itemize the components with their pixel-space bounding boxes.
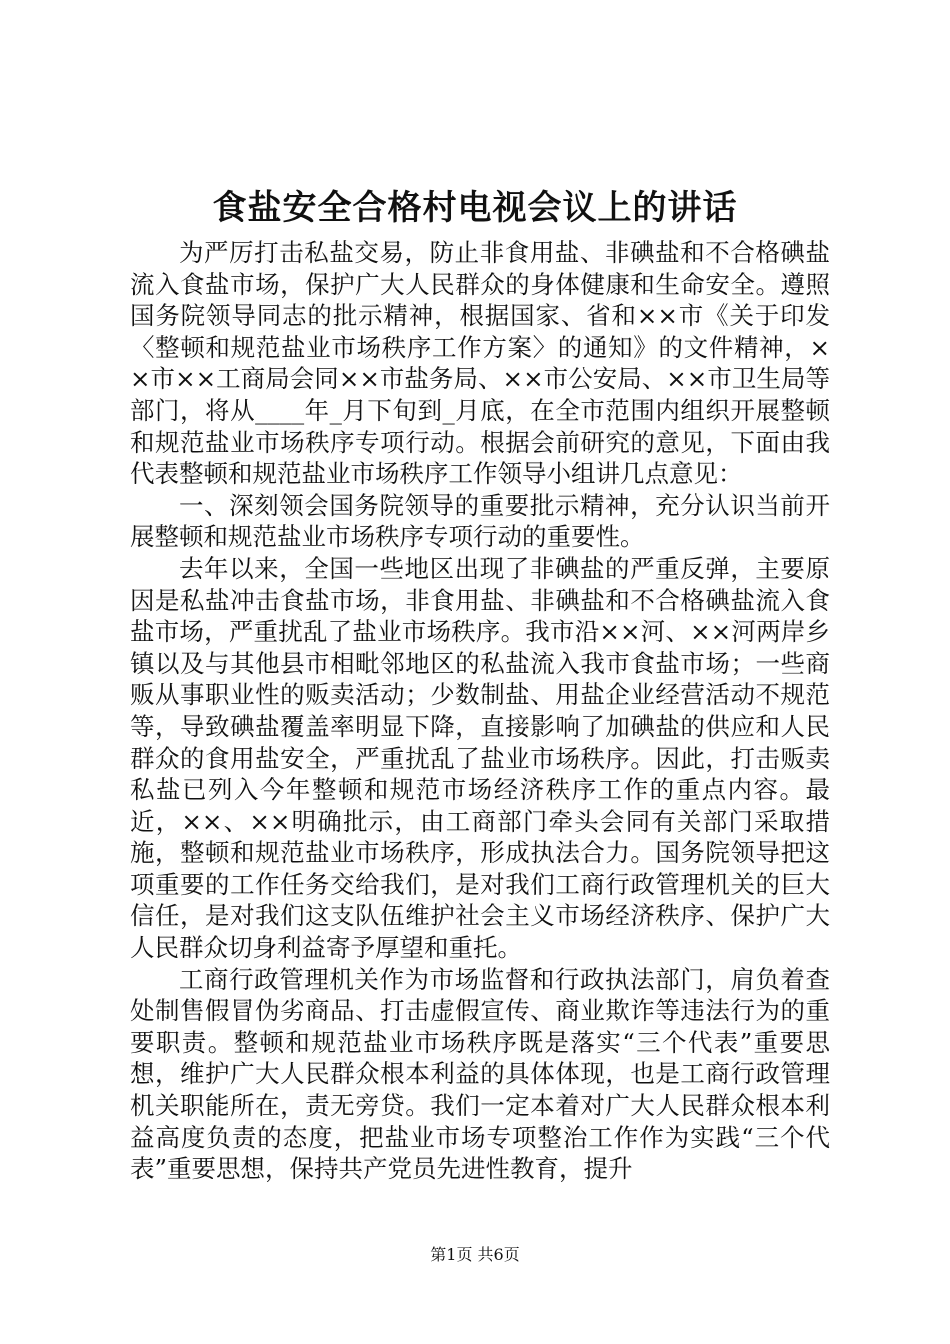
page-footer: 第1页 共6页 [430,1245,520,1264]
document-title: 食盐安全合格村电视会议上的讲话 [212,188,738,228]
document-body [130,237,830,1185]
paragraph-background: 去年以来，全国一些地区出现了非碘盐的严重反弹，主要原因是私盐冲击食盐市场，非食用盐、非碘盐和不合格碘盐流入食盐市场，严重扰乱了盐业市场秩序。我市沿××河、××河两岸乡镇以及与其他县市相毗邻地区的私盐流入我市食盐市场；一些商贩从事职业性的贩卖活动；少数制盐、用盐企业经营活动不规范等，导致碘盐覆盖率明显下降，直接影响了加碘盐的供应和人民群众的食用盐安全，严重扰乱了盐业市场秩序。因此，打击贩卖私盐已列入今年整顿和规范市场经济秩序工作的重点内容。最近，××、××明确批示，由工商部门牵头会同有关部门采取措施，整顿和规范盐业市场秩序，形成执法合力。国务院领导把这项重要的工作任务交给我们，是对我们工商行政管理机关的巨大信任，是对我们这支队伍维护社会主义市场经济秩序、保护广大人民群众切身利益寄予厚望和重托。 [130,553,830,963]
paragraph-intro: 为严厉打击私盐交易，防止非食用盐、非碘盐和不合格碘盐流入食盐市场，保护广大人民群众的身体健康和生命安全。遵照国务院领导同志的批示精神，根据国家、省和××市《关于印发〈整顿和规范盐业市场秩序工作方案〉的通知》的文件精神，××市××工商局会同××市盐务局、××市公安局、××市卫生局等部门，将从____年_月下旬到_月底，在全市范围内组织开展整顿和规范盐业市场秩序专项行动。根据会前研究的意见，下面由我代表整顿和规范盐业市场秩序工作领导小组讲几点意见： [130,238,830,489]
paragraph-responsibility: 工商行政管理机关作为市场监督和行政执法部门，肩负着查处制售假冒伪劣商品、打击虚假宣传、商业欺诈等违法行为的重要职责。整顿和规范盐业市场秩序既是落实“三个代表”重要思想，维护广大人民群众根本利益的具体体现，也是工商行政管理机关职能所在，责无旁贷。我们一定本着对广大人民群众根本利益高度负责的态度，把盐业市场专项整治工作作为实践“三个代表”重要思想，保持共产党员先进性教育，提升 [130,964,830,1184]
paragraph-section-one-heading: 一、深刻领会国务院领导的重要批示精神，充分认识当前开展整顿和规范盐业市场秩序专项行动的重要性。 [130,490,830,552]
